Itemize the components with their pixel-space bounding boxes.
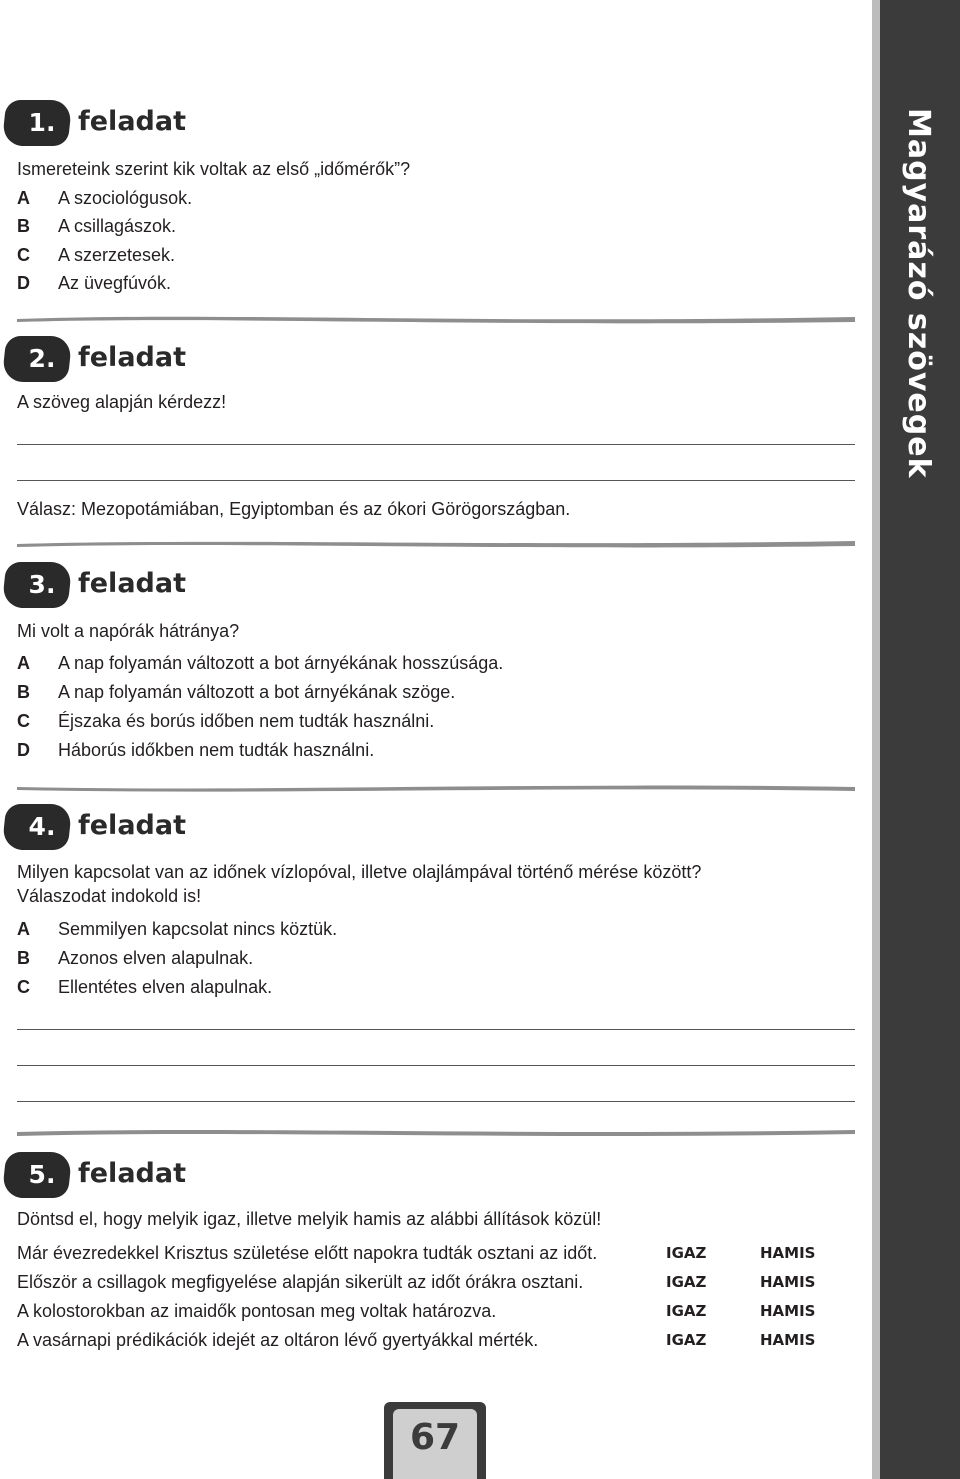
task-4-title: feladat — [78, 810, 186, 841]
task-3-number: 3. — [28, 570, 56, 599]
task-4-option-c-letter: C — [17, 977, 30, 997]
task-2-number: 2. — [28, 344, 56, 373]
task-4-question-line-1: Milyen kapcsolat van az időnek vízlopóval, illetve olajlámpával történő mérése között? — [17, 862, 702, 882]
answer-line[interactable] — [17, 1029, 855, 1030]
task-2-instruction: A szöveg alapján kérdezz! — [17, 392, 227, 412]
answer-line[interactable] — [17, 1065, 855, 1066]
task-1-title: feladat — [78, 106, 186, 137]
task-1-number: 1. — [28, 108, 56, 137]
answer-line[interactable] — [17, 1101, 855, 1102]
task-5-title: feladat — [78, 1158, 186, 1189]
statement-1-false[interactable]: HAMIS — [760, 1244, 816, 1262]
task-5-number: 5. — [28, 1160, 56, 1189]
task-1-option-b-letter: B — [17, 216, 30, 236]
task-1-header — [4, 100, 304, 146]
task-4-header — [4, 804, 304, 850]
task-3-option-c-letter: C — [17, 711, 30, 731]
task-1-question: Ismereteink szerint kik voltak az első „időmérők”? — [17, 159, 411, 179]
section-divider-3 — [17, 780, 855, 794]
section-divider-1 — [17, 312, 855, 326]
task-2-answer: Válasz: Mezopotámiában, Egyiptomban és az ókori Görögországban. — [17, 499, 571, 519]
task-3-option-b-letter: B — [17, 682, 30, 702]
task-4-option-a-letter: A — [17, 919, 30, 939]
task-5-instruction: Döntsd el, hogy melyik igaz, illetve melyik hamis az alábbi állítások közül! — [17, 1209, 602, 1229]
task-1-option-b[interactable]: A csillagászok. — [58, 216, 177, 236]
answer-line[interactable] — [17, 444, 855, 445]
task-3-option-a[interactable]: A nap folyamán változott a bot árnyékának hosszúsága. — [58, 653, 504, 673]
task-3-option-b[interactable]: A nap folyamán változott a bot árnyékának szöge. — [58, 682, 456, 702]
task-3-option-c[interactable]: Éjszaka és borús időben nem tudták használni. — [58, 711, 435, 731]
task-1-option-d[interactable]: Az üvegfúvók. — [58, 273, 172, 293]
task-5-header — [4, 1152, 304, 1198]
side-band-title: Magyarázó szövegek — [901, 108, 936, 479]
task-1-option-c-letter: C — [17, 245, 30, 265]
answer-line[interactable] — [17, 480, 855, 481]
task-3-title: feladat — [78, 568, 186, 599]
section-divider-2 — [17, 536, 855, 550]
statement-1-true[interactable]: IGAZ — [666, 1244, 707, 1262]
task-4-number: 4. — [28, 812, 56, 841]
task-2-header — [4, 336, 304, 382]
task-1-option-c[interactable]: A szerzetesek. — [58, 245, 176, 265]
statement-2-true[interactable]: IGAZ — [666, 1273, 707, 1291]
task-3-header — [4, 562, 304, 608]
statement-4: A vasárnapi prédikációk idejét az oltáron lévő gyertyákkal mérték. — [17, 1330, 539, 1350]
task-4-option-a[interactable]: Semmilyen kapcsolat nincs köztük. — [58, 919, 338, 939]
statement-4-false[interactable]: HAMIS — [760, 1331, 816, 1349]
task-1-option-a-letter: A — [17, 188, 30, 208]
section-divider-4 — [17, 1124, 855, 1138]
task-1-option-a[interactable]: A szociológusok. — [58, 188, 193, 208]
task-1-option-d-letter: D — [17, 273, 30, 293]
task-4-option-b[interactable]: Azonos elven alapulnak. — [58, 948, 254, 968]
statement-3-false[interactable]: HAMIS — [760, 1302, 816, 1320]
task-4-option-b-letter: B — [17, 948, 30, 968]
statement-3: A kolostorokban az imaidők pontosan meg voltak határozva. — [17, 1301, 497, 1321]
statement-4-true[interactable]: IGAZ — [666, 1331, 707, 1349]
task-4-option-c[interactable]: Ellentétes elven alapulnak. — [58, 977, 273, 997]
statement-2: Először a csillagok megfigyelése alapján sikerült az időt órákra osztani. — [17, 1272, 584, 1292]
page-number: 67 — [409, 1417, 461, 1458]
task-3-option-a-letter: A — [17, 653, 30, 673]
task-3-option-d[interactable]: Háborús időkben nem tudták használni. — [58, 740, 375, 760]
task-3-option-d-letter: D — [17, 740, 30, 760]
task-4-question-line-2: Válaszodat indokold is! — [17, 886, 202, 906]
task-2-title: feladat — [78, 342, 186, 373]
task-3-question: Mi volt a napórák hátránya? — [17, 621, 240, 641]
statement-2-false[interactable]: HAMIS — [760, 1273, 816, 1291]
statement-3-true[interactable]: IGAZ — [666, 1302, 707, 1320]
statement-1: Már évezredekkel Krisztus születése előtt napokra tudták osztani az időt. — [17, 1243, 598, 1263]
